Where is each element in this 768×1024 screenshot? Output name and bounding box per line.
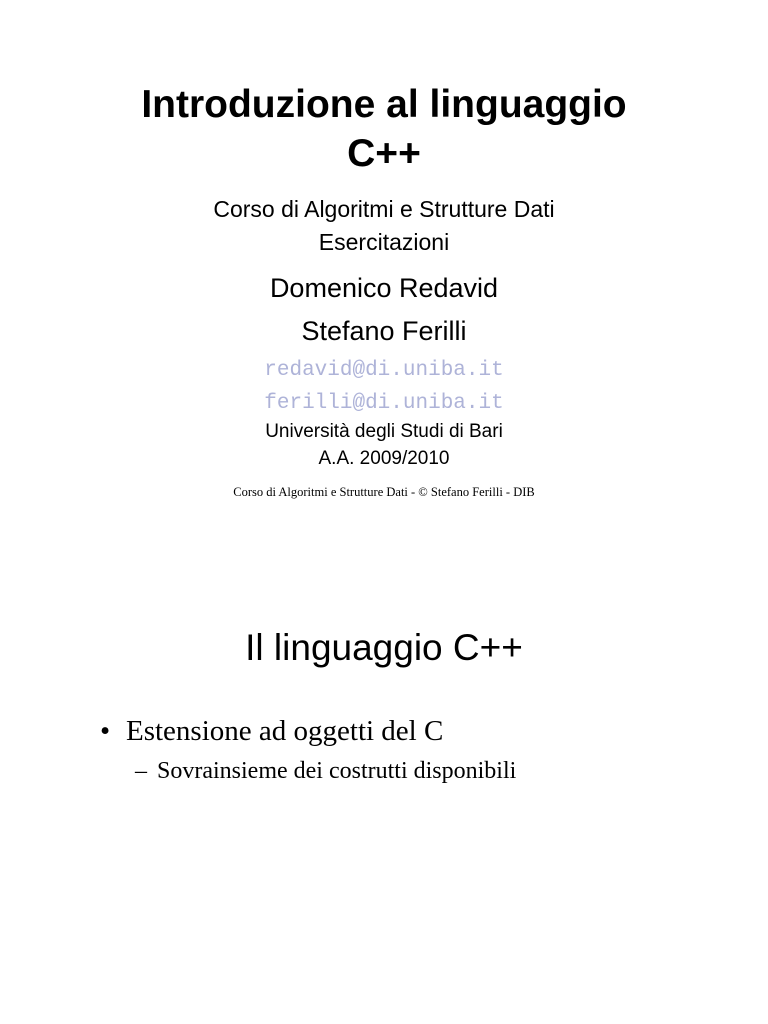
university-name: Università degli Studi di Bari [265, 421, 503, 442]
bullet-item [100, 713, 443, 749]
sub-bullet-item [135, 756, 516, 786]
academic-year: A.A. 2009/2010 [318, 448, 450, 469]
course-subtitle: Esercitazioni [318, 229, 450, 255]
slide-footer: Corso di Algoritmi e Strutture Dati - © Stefano Ferilli - DIB [233, 485, 535, 499]
slide-2-title: Il linguaggio C++ [245, 627, 523, 668]
course-name: Corso di Algoritmi e Strutture Dati [213, 196, 555, 222]
author-name-2: Stefano Ferilli [301, 316, 467, 346]
sub-bullet-text: Sovrainsieme dei costrutti disponibili [157, 758, 517, 784]
email-link-1[interactable]: redavid@di.uniba.it [264, 359, 504, 382]
bullet-marker: • [100, 715, 111, 747]
email-link-2[interactable]: ferilli@di.uniba.it [264, 392, 504, 415]
slide-title-line-2: C++ [347, 132, 421, 175]
bullet-text: Estensione ad oggetti del C [126, 715, 444, 747]
slide-title-line-1: Introduzione al linguaggio [141, 83, 627, 126]
sub-bullet-marker: – [135, 758, 147, 784]
author-name-1: Domenico Redavid [269, 273, 499, 303]
